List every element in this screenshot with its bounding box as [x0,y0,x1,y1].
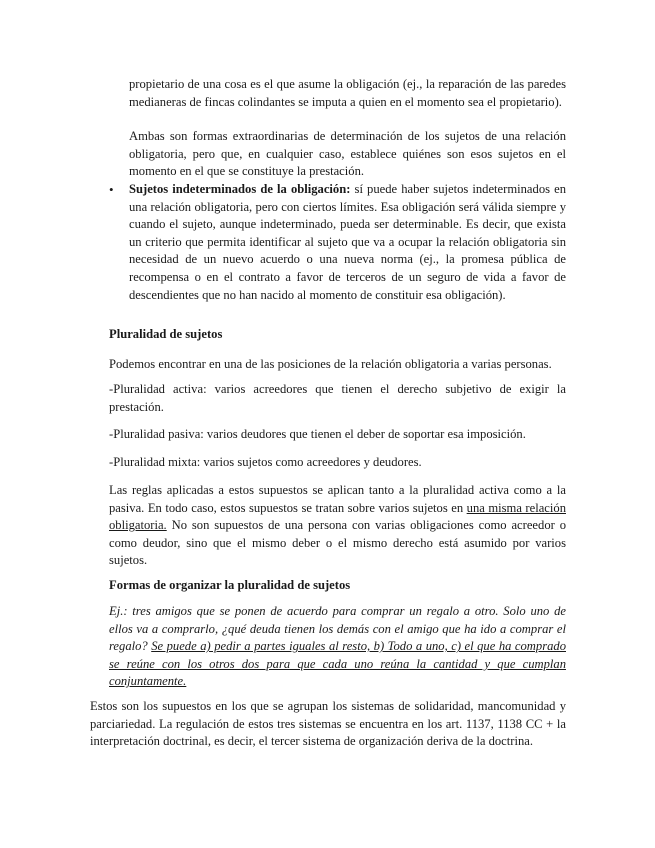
paragraph-pluralidad-pasiva: -Pluralidad pasiva: varios deudores que tienen el deber de soportar esa imposición. [109,427,526,441]
bullet-item-indeterminados [129,181,566,304]
paragraph-pluralidad-activa: -Pluralidad activa: varios acreedores que tienen el derecho subjetivo de exigir la prestación. [109,382,566,414]
reglas-text-a: Las reglas aplicadas a estos supuestos se aplican tanto a la pluralidad activa como a la pasiva. En todo caso, estos supuestos se tratan sobre varios sujetos en [109,483,566,515]
ambas-paragraph: Ambas son formas extraordinarias de determinación de los sujetos de una relación obligatoria, pero que, en cualquier caso, establece quiénes son esos sujetos en el momento en el que se constituye la prestación. [129,129,566,179]
paragraph-ejemplo [109,603,566,691]
reglas-text-b: No son supuestos de una persona con varias obligaciones como acreedor o como deudor, sino que el mismo deber o el mismo derecho está asumido por varios sujetos. [109,518,566,568]
heading-pluralidad: Pluralidad de sujetos [109,327,223,341]
ejemplo-text: Ej.: tres amigos que se ponen de acuerdo para comprar un regalo a otro. Solo uno de ellos va a comprarlo, ¿qué deuda tienen los demás con el amigo que ha ido a comprar el regalo? [109,604,566,654]
paragraph-final: Estos son los supuestos en los que se agrupan los sistemas de solidaridad, mancomunidad y parciariedad. La regulación de estos tres sistemas se encuentra en los art. 1137, 1138 CC + la interpretación doctrinal, es decir, el tercer sistema de organización deriva de la doctrina. [90,699,566,749]
heading-formas: Formas de organizar la pluralidad de sujetos [109,578,351,592]
continued-paragraph: propietario de una cosa es el que asume la obligación (ej., la reparación de las paredes medianeras de fincas colindantes se imputa a quien en el momento sea el propietario). [129,77,566,109]
reglas-underlined: una misma relación obligatoria. [109,500,566,533]
paragraph-reglas [109,482,566,570]
bullet-bold-term: Sujetos indeterminados de la obligación: [129,182,351,196]
paragraph-podemos: Podemos encontrar en una de las posiciones de la relación obligatoria a varias personas. [109,357,552,371]
ejemplo-underlined: Se puede a) pedir a partes iguales al resto, b) Todo a uno, c) el que ha comprado se reúne con los otros dos para que cada uno reúna la cantidad y que cumplan conjuntamente. [109,639,566,689]
bullet-marker: • [109,182,114,197]
bullet-text: sí puede haber sujetos indeterminados en una relación obligatoria, pero con ciertos límites. Esa obligación será válida siempre y cuando el sujeto, aunque indeterminado, pueda ser determinable. Es decir, que exista un criterio que permita identificar al sujeto que va a ocupar la relación obligatoria sin necesidad de un nuevo acuerdo o una nueva norma (ej., la promesa pública de recompensa o en el contrato a favor de terceros de un seguro de vida a favor de descendientes que no han nacido al momento de constituir esa obligación). [129,182,567,302]
paragraph-pluralidad-mixta: -Pluralidad mixta: varios sujetos como acreedores y deudores. [109,455,422,469]
